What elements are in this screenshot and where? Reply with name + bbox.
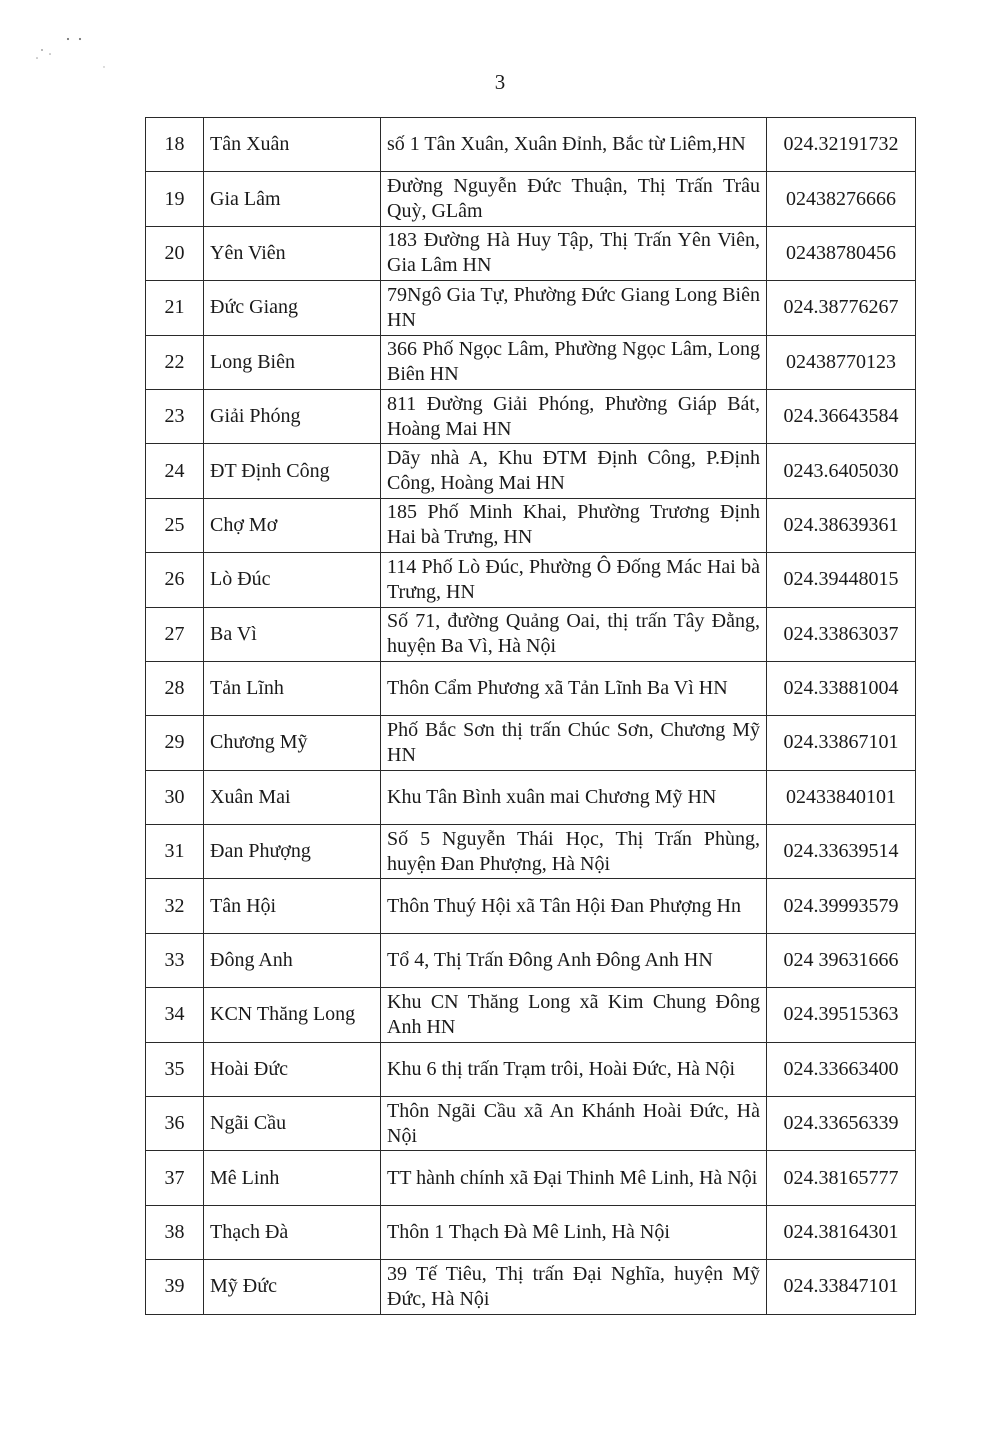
row-number: 23 — [146, 389, 204, 443]
branch-name: Gia Lâm — [204, 172, 381, 226]
table-row — [146, 825, 916, 879]
branch-phone: 024.38639361 — [767, 498, 916, 552]
row-number: 28 — [146, 661, 204, 715]
branch-name: Thạch Đà — [204, 1205, 381, 1259]
branch-name: Hoài Đức — [204, 1042, 381, 1096]
row-number: 20 — [146, 226, 204, 280]
branch-phone: 0243.6405030 — [767, 444, 916, 498]
table-row — [146, 226, 916, 280]
branch-phone: 024.39448015 — [767, 553, 916, 607]
table-row — [146, 1205, 916, 1259]
table-row — [146, 498, 916, 552]
branch-name: Đức Giang — [204, 281, 381, 335]
table-row — [146, 879, 916, 933]
table-row — [146, 988, 916, 1042]
branch-name: Chợ Mơ — [204, 498, 381, 552]
row-number: 24 — [146, 444, 204, 498]
row-number: 39 — [146, 1260, 204, 1314]
branch-address: Số 71, đường Quảng Oai, thị trấn Tây Đằng, huyện Ba Vì, Hà Nội — [381, 607, 767, 661]
branch-phone: 024.33639514 — [767, 825, 916, 879]
branch-address: Thôn 1 Thạch Đà Mê Linh, Hà Nội — [381, 1205, 767, 1259]
branch-name: Đan Phượng — [204, 825, 381, 879]
branch-address: 39 Tế Tiêu, Thị trấn Đại Nghĩa, huyện Mỹ Đức, Hà Nội — [381, 1260, 767, 1314]
row-number: 32 — [146, 879, 204, 933]
table-row — [146, 607, 916, 661]
row-number: 35 — [146, 1042, 204, 1096]
row-number: 31 — [146, 825, 204, 879]
branch-name: Mê Linh — [204, 1151, 381, 1205]
table-row — [146, 1097, 916, 1151]
table-row — [146, 389, 916, 443]
table-row — [146, 1042, 916, 1096]
table-row — [146, 770, 916, 824]
branch-phone: 024.32191732 — [767, 118, 916, 172]
branch-address: Thôn Ngãi Cầu xã An Khánh Hoài Đức, Hà Nội — [381, 1097, 767, 1151]
branch-phone: 024.33663400 — [767, 1042, 916, 1096]
row-number: 33 — [146, 933, 204, 987]
branch-address: 185 Phố Minh Khai, Phường Trương Định Hai bà Trưng, HN — [381, 498, 767, 552]
branch-phone: 024 39631666 — [767, 933, 916, 987]
branch-address: 366 Phố Ngọc Lâm, Phường Ngọc Lâm, Long Biên HN — [381, 335, 767, 389]
row-number: 18 — [146, 118, 204, 172]
branch-phone: 024.39515363 — [767, 988, 916, 1042]
branch-phone: 024.38164301 — [767, 1205, 916, 1259]
row-number: 36 — [146, 1097, 204, 1151]
branch-address: số 1 Tân Xuân, Xuân Đỉnh, Bắc từ Liêm,HN — [381, 118, 767, 172]
branch-phone: 024.33867101 — [767, 716, 916, 770]
branch-address: 183 Đường Hà Huy Tập, Thị Trấn Yên Viên, Gia Lâm HN — [381, 226, 767, 280]
branch-name: Tản Lĩnh — [204, 661, 381, 715]
branch-phone: 024.33881004 — [767, 661, 916, 715]
table-row — [146, 444, 916, 498]
branch-name: Yên Viên — [204, 226, 381, 280]
branch-address: Phố Bắc Sơn thị trấn Chúc Sơn, Chương Mỹ HN — [381, 716, 767, 770]
table-row — [146, 661, 916, 715]
branch-name: Giải Phóng — [204, 389, 381, 443]
branch-address: 79Ngô Gia Tự, Phường Đức Giang Long Biên HN — [381, 281, 767, 335]
branch-address: Khu CN Thăng Long xã Kim Chung Đông Anh HN — [381, 988, 767, 1042]
branch-address: Thôn Cẩm Phương xã Tản Lĩnh Ba Vì HN — [381, 661, 767, 715]
branch-name: Mỹ Đức — [204, 1260, 381, 1314]
branch-phone: 024.38165777 — [767, 1151, 916, 1205]
page-number: 3 — [494, 70, 506, 94]
row-number: 19 — [146, 172, 204, 226]
branch-phone: 024.33863037 — [767, 607, 916, 661]
branch-name: Đông Anh — [204, 933, 381, 987]
row-number: 22 — [146, 335, 204, 389]
table-row — [146, 281, 916, 335]
branch-phone: 024.33656339 — [767, 1097, 916, 1151]
branch-phone: 024.33847101 — [767, 1260, 916, 1314]
row-number: 37 — [146, 1151, 204, 1205]
branch-name: Chương Mỹ — [204, 716, 381, 770]
branch-name: Xuân Mai — [204, 770, 381, 824]
branch-phone: 02438780456 — [767, 226, 916, 280]
row-number: 26 — [146, 553, 204, 607]
row-number: 21 — [146, 281, 204, 335]
branch-address: Khu Tân Bình xuân mai Chương Mỹ HN — [381, 770, 767, 824]
branch-phone: 02438276666 — [767, 172, 916, 226]
table-row — [146, 553, 916, 607]
row-number: 38 — [146, 1205, 204, 1259]
branch-name: Ba Vì — [204, 607, 381, 661]
scan-specks — [28, 30, 118, 70]
branch-address: Dãy nhà A, Khu ĐTM Định Công, P.Định Công, Hoàng Mai HN — [381, 444, 767, 498]
branch-name: Lò Đúc — [204, 553, 381, 607]
table-row — [146, 716, 916, 770]
branch-address: 114 Phố Lò Đúc, Phường Ô Đống Mác Hai bà Trưng, HN — [381, 553, 767, 607]
branch-address: 811 Đường Giải Phóng, Phường Giáp Bát, Hoàng Mai HN — [381, 389, 767, 443]
branch-phone: 024.38776267 — [767, 281, 916, 335]
branch-address: Đường Nguyễn Đức Thuận, Thị Trấn Trâu Quỳ, GLâm — [381, 172, 767, 226]
branch-name: Tân Hội — [204, 879, 381, 933]
table-row — [146, 335, 916, 389]
table-row — [146, 933, 916, 987]
table-row — [146, 118, 916, 172]
branch-address: Tổ 4, Thị Trấn Đông Anh Đông Anh HN — [381, 933, 767, 987]
branch-address: Số 5 Nguyễn Thái Học, Thị Trấn Phùng, huyện Đan Phượng, Hà Nội — [381, 825, 767, 879]
branch-name: Ngãi Cầu — [204, 1097, 381, 1151]
branch-name: KCN Thăng Long — [204, 988, 381, 1042]
branch-phone: 024.39993579 — [767, 879, 916, 933]
table-row — [146, 172, 916, 226]
branch-address: TT hành chính xã Đại Thinh Mê Linh, Hà Nội — [381, 1151, 767, 1205]
row-number: 30 — [146, 770, 204, 824]
branch-phone: 02438770123 — [767, 335, 916, 389]
row-number: 27 — [146, 607, 204, 661]
branch-table — [145, 117, 916, 1315]
branch-phone: 024.36643584 — [767, 389, 916, 443]
row-number: 25 — [146, 498, 204, 552]
branch-name: Tân Xuân — [204, 118, 381, 172]
branch-address: Khu 6 thị trấn Trạm trôi, Hoài Đức, Hà Nội — [381, 1042, 767, 1096]
table-row — [146, 1151, 916, 1205]
row-number: 29 — [146, 716, 204, 770]
branch-address: Thôn Thuý Hội xã Tân Hội Đan Phượng Hn — [381, 879, 767, 933]
branch-phone: 02433840101 — [767, 770, 916, 824]
table-row — [146, 1260, 916, 1314]
row-number: 34 — [146, 988, 204, 1042]
branch-name: ĐT Định Công — [204, 444, 381, 498]
branch-name: Long Biên — [204, 335, 381, 389]
